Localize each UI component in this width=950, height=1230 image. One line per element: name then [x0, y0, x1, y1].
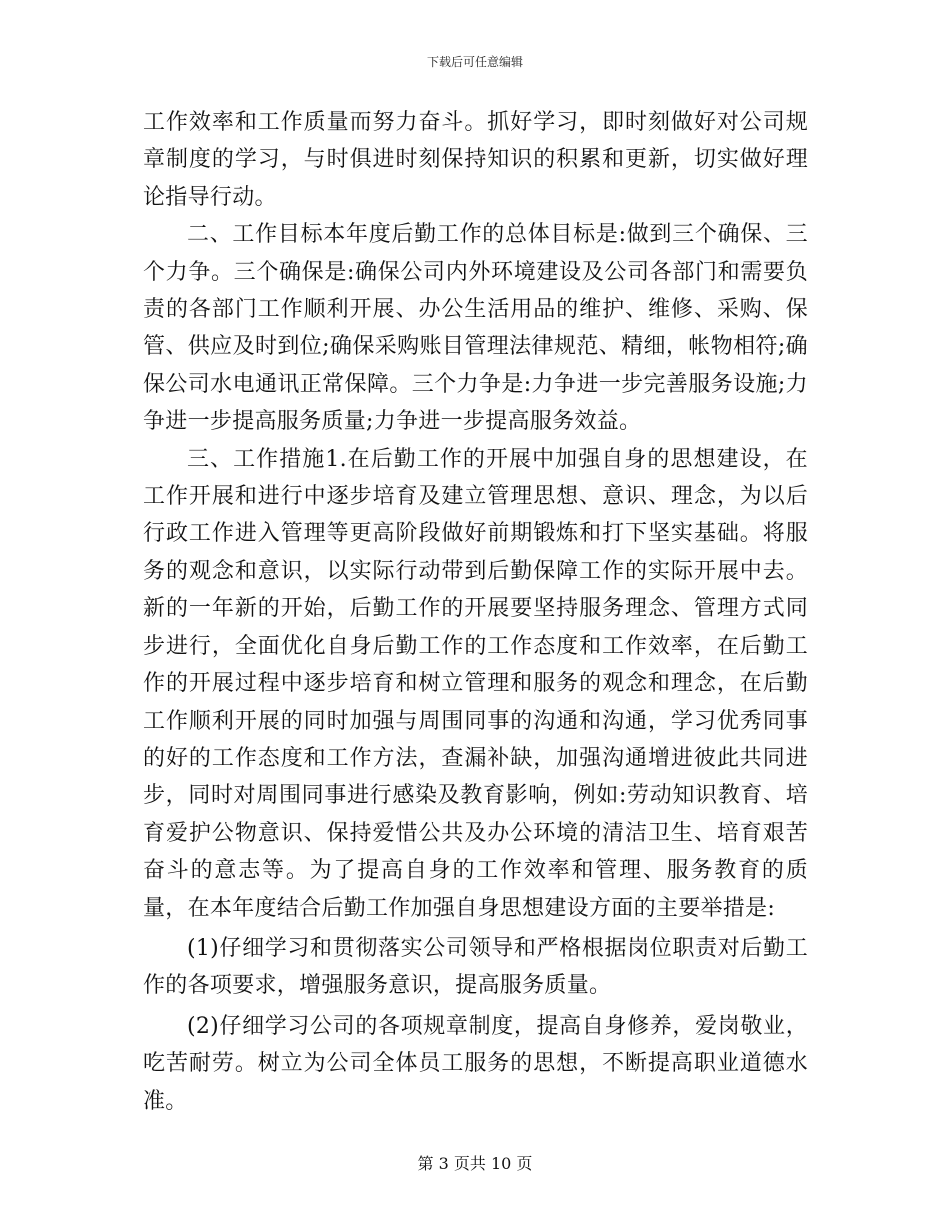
paragraph-item-1: (1)仔细学习和贯彻落实公司领导和严格根据岗位职责对后勤工作的各项要求，增强服务意识，提高服务质量。	[143, 935, 808, 999]
document-body	[143, 104, 808, 1120]
paragraph-work-goals: 二、工作目标本年度后勤工作的总体目标是:做到三个确保、三个力争。三个确保是:确保公司内外环境建设及公司各部门和需要负责的各部门工作顺利开展、办公生活用品的维护、维修、采购、保管、供应及时到位;确保采购账目管理法律规范、精细，帐物相符;确保公司水电通讯正常保障。三个力争是:力争进一步完善服务设施;力争进一步提高服务质量;力争进一步提高服务效益。	[143, 222, 808, 435]
page-header: 下载后可任意编辑	[426, 55, 523, 69]
page-footer: 第 3 页共 10 页	[417, 1154, 533, 1173]
paragraph-work-measures: 三、工作措施1.在后勤工作的开展中加强自身的思想建设，在工作开展和进行中逐步培育及建立管理思想、意识、理念，为以后行政工作进入管理等更高阶段做好前期锻炼和打下坚实基础。将服务的观念和意识，以实际行动带到后勤保障工作的实际开展中去。新的一年新的开始，后勤工作的开展要坚持服务理念、管理方式同步进行，全面优化自身后勤工作的工作态度和工作效率，在后勤工作的开展过程中逐步培育和树立管理和服务的观念和理念，在后勤工作顺利开展的同时加强与周围同事的沟通和沟通，学习优秀同事的好的工作态度和工作方法，查漏补缺，加强沟通增进彼此共同进步，同时对周围同事进行感染及教育影响，例如:劳动知识教育、培育爱护公物意识、保持爱惜公共及办公环境的清洁卫生、培育艰苦奋斗的意志等。为了提高自身的工作效率和管理、服务教育的质量，在本年度结合后勤工作加强自身思想建设方面的主要举措是:	[143, 446, 808, 921]
paragraph-continuation: 工作效率和工作质量而努力奋斗。抓好学习，即时刻做好对公司规章制度的学习，与时俱进时刻保持知识的积累和更新，切实做好理论指导行动。	[143, 110, 808, 210]
paragraph-item-2: (2)仔细学习公司的各项规章制度，提高自身修养，爱岗敬业，吃苦耐劳。树立为公司全体员工服务的思想，不断提高职业道德水准。	[143, 1013, 808, 1114]
